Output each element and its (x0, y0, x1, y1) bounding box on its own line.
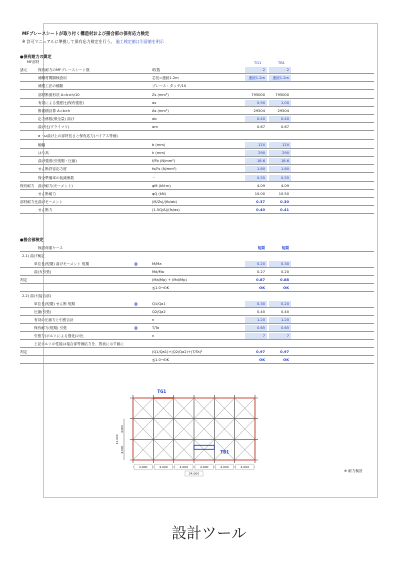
table-row (20, 116, 374, 123)
value-tb1: 0.20 (269, 301, 291, 307)
footnote-mark: ※ (344, 469, 348, 473)
table-row (20, 92, 374, 99)
value-tg1: 0.87 (256, 278, 265, 282)
row-label: 有効の圧縮力と引張合計 (34, 318, 74, 322)
table-row (20, 317, 374, 324)
value-tb1: 0.20 (280, 270, 289, 274)
row-symbol: ブレース・タッチ/10 (152, 84, 187, 89)
column-header-tb1: TB1 (278, 61, 285, 65)
table-row (20, 245, 374, 252)
row-label: α・ω曲げ上の部材長さと保有応力(バイアス等価) (38, 133, 118, 138)
table-row (20, 150, 374, 157)
value-tg1 (245, 341, 267, 347)
note-text: ※ 許可マニュアルに準拠して保有応力検定を行う。 (22, 39, 115, 44)
table-row (20, 269, 374, 276)
table-row (20, 341, 374, 348)
row-symbol: n (152, 318, 155, 322)
row-label: 曲げモーメント (38, 200, 63, 205)
value-tb1 (269, 133, 291, 139)
row-label: 曲げ強度(引張側・圧縮) (38, 159, 77, 164)
value-tg1: 120 (245, 142, 267, 148)
row-symbol: ≦1.0→OK (152, 358, 169, 362)
frame-labels (115, 389, 254, 476)
value-tb1: 短期 (281, 246, 289, 250)
table-row (20, 191, 374, 198)
value-tb1: 0.41 (280, 208, 289, 213)
section2-heading: ●接合部検定 (20, 237, 44, 242)
value-tb1: 10.50 (278, 192, 289, 196)
row-label: 部材断面形状 A=b×h/10 (38, 92, 80, 97)
value-tg1: 0.97 (256, 350, 265, 354)
value-tg1: OK (259, 286, 265, 290)
value-tg1: 0.55 (245, 175, 267, 181)
table-row (20, 83, 374, 90)
table-row (20, 357, 374, 364)
bay-dimension-label: 4,000 (179, 465, 189, 470)
tg1-label: TG1 (157, 389, 167, 394)
table-row (20, 325, 374, 332)
value-tg1: 0.90 (245, 100, 267, 106)
table-row (20, 108, 374, 115)
table-row (20, 133, 374, 140)
row-group: 判定 (20, 278, 28, 282)
value-tg1 (245, 83, 267, 89)
row-group: 諸元 (20, 68, 28, 72)
row-label: 単位長(短期) 曲げモーメント 短期 (34, 262, 90, 266)
row-symbol: T/Ta (152, 326, 160, 330)
row-label: 補強工法の種類 (38, 84, 64, 89)
row-symbol: φQ (kN) (152, 192, 166, 196)
row-symbol: Md/Ma (152, 270, 164, 274)
document-title: MFブレースシートが取り付く構造材および接合部の保有応力検定 (22, 32, 150, 37)
row-symbol: Q2/Qa2 (152, 310, 166, 314)
row-symbol: Zs (mm³) (152, 92, 169, 97)
footnote-text: 耐力検討 (348, 469, 363, 473)
row-symbol: b (mm) (152, 142, 166, 147)
row-symbol: M/Ma (152, 262, 162, 266)
row-label: 単位長(短期) せん断 短期 (34, 302, 76, 306)
value-tb1: 290 (269, 150, 291, 156)
value-tg1: 0.40 (245, 116, 267, 122)
row-group: 部材耐力比 (20, 200, 38, 205)
table-row (20, 175, 374, 182)
sub2-heading: 2.2) 曲げ(接合部) (22, 294, 52, 298)
value-tg1: 7 (245, 333, 267, 339)
row-label: せん断耐力 (38, 192, 56, 196)
value-tb1: 795000 (275, 92, 289, 97)
footer-caption: 設計ツール (171, 524, 247, 542)
row-label: 保全準備率の低減係数 (38, 175, 74, 180)
row-label: 上記ボルトの性能は接合部等価応力を、図表に示す値に (34, 342, 124, 346)
value-tb1: 0.65 (269, 325, 291, 331)
footnote (344, 470, 363, 474)
bay-dimension-label: 4,000 (240, 465, 250, 470)
value-tg1: 0.27 (256, 270, 265, 274)
value-tb1: 0.55 (269, 175, 291, 181)
value-tg1: 0.40 (256, 310, 265, 314)
row-label: はり高 (38, 151, 49, 155)
value-tb1: 29504 (277, 109, 289, 113)
row-label: 曲げ耐力(モーメント) (38, 183, 73, 188)
table-row (20, 349, 374, 356)
value-tg1: 0.65 (245, 325, 267, 331)
row-label: 保有耐力(短期) 引張 (34, 326, 67, 330)
bay-dimension-label: 4,000 (159, 465, 168, 470)
table-row (20, 277, 374, 284)
row-symbol: As (mm²) (152, 109, 169, 113)
bay-dimension-label: 4,000 (138, 465, 148, 470)
row-symbol: 芯長=連続1.2m (152, 76, 179, 81)
row-symbol: (Q1/Qa1)+(Q2/Qa2)+(T/Ta)² (152, 350, 203, 354)
value-tg1: OK (259, 358, 265, 362)
table-row (20, 183, 374, 190)
value-tg1: 0.40 (256, 208, 265, 213)
value-tb1: 0.40 (280, 310, 289, 314)
column-header-tg1: TG1 (254, 61, 262, 65)
value-tg1: 0.67 (256, 125, 265, 130)
row-symbol: αb (152, 117, 157, 122)
row-group: 保有耐力 (20, 183, 35, 188)
row-label: 曲げ(引張) (34, 270, 52, 274)
value-tg1: 4.09 (256, 183, 265, 188)
value-tb1: 1.00 (269, 100, 291, 106)
table-row (20, 309, 374, 316)
table-row (20, 75, 374, 82)
table-row (20, 301, 374, 308)
table-row (20, 207, 374, 214)
total-dimension-label: 24,000 (188, 471, 200, 476)
table-row (20, 333, 374, 340)
value-tb1: 0.40 (269, 116, 291, 122)
height-dimension-label: 4,000 (120, 445, 124, 454)
row-symbol: (M/Zs)/(fb/αb) (152, 200, 177, 205)
row-label: 応力係数(保全量) 曲げ (38, 117, 75, 122)
value-tg1: 795000 (251, 92, 265, 97)
value-tb1: 連続1.2m (269, 75, 291, 81)
note-highlight: 施工検定値は引留値を明示 (115, 39, 164, 44)
value-tb1: OK (283, 358, 289, 362)
value-tg1: 290 (245, 150, 267, 156)
document-note (22, 40, 164, 44)
row-label: 幅幅 (38, 142, 46, 147)
value-tb1: 4.09 (280, 183, 289, 188)
value-tb1 (269, 341, 291, 347)
section1-heading: ●保有耐力の算定 (20, 54, 52, 59)
row-symbol: φM (kN·m) (152, 183, 171, 188)
value-tb1: 0.88 (280, 278, 289, 282)
value-tb1: 7 (269, 333, 291, 339)
table-row (20, 158, 374, 165)
table-row (20, 124, 374, 131)
value-tb1: 0.97 (280, 350, 289, 354)
height-total-label: 12,000 (115, 434, 119, 445)
row-symbol: ≦1.0→OK (152, 286, 169, 290)
row-symbol: i枚数 (152, 68, 161, 72)
value-tb1: 0.67 (280, 125, 289, 130)
row-mark: ※ (134, 325, 138, 331)
row-label: 引張力(ボルトによる強化)の比 (34, 334, 84, 338)
row-label: せん断力 (38, 208, 53, 213)
table-row (20, 199, 374, 206)
value-tb1: 1.60 (269, 166, 291, 172)
table-row (20, 166, 374, 173)
row-symbol: (Ma/Mp) + (Md/Mp) (152, 278, 187, 282)
value-tb1: 120 (269, 142, 291, 148)
row-symbol: n (152, 334, 155, 338)
row-symbol: h (mm) (152, 151, 166, 155)
bay-dimension-label: 4,000 (199, 465, 209, 470)
value-tg1: 短期 (257, 246, 265, 250)
value-tg1: 連続1.2m (245, 75, 267, 81)
row-group: 判定 (20, 350, 28, 354)
row-label: 検討荷重ケース (38, 246, 63, 250)
value-tb1: 18.6 (269, 158, 291, 164)
bay-dimension-label: 4,000 (220, 465, 229, 470)
value-tb1: OK (283, 286, 289, 290)
value-tg1: 0.30 (245, 301, 267, 307)
row-symbol: αm (152, 125, 158, 130)
tb1-member (194, 445, 214, 449)
value-tg1: 0.20 (245, 261, 267, 267)
value-tb1 (269, 83, 291, 89)
row-label: 断面積計算 A=b×h (38, 109, 71, 113)
row-mark: ※ (134, 261, 138, 267)
value-tg1: 1.60 (245, 166, 267, 172)
row-label: 圧縮(引張) (34, 310, 52, 314)
value-tg1: 10.00 (254, 192, 265, 196)
row-label: 保有耐力のMFブレースシート数 (38, 68, 90, 72)
value-tb1: 0.30 (280, 200, 289, 205)
tb1-label: TB1 (220, 449, 229, 455)
row-symbol: － (152, 175, 156, 180)
table-row (20, 67, 374, 74)
table-row (20, 261, 374, 268)
value-tb1: 1.20 (269, 317, 291, 323)
value-tg1: 2 (245, 67, 267, 73)
row-symbol: Q1/Qa1 (152, 302, 166, 306)
table-row (20, 142, 374, 149)
table-row (20, 100, 374, 107)
row-symbol: f/Fb (N/mm²) (152, 159, 176, 164)
value-tg1: 1.20 (245, 317, 267, 323)
value-tg1: 0.37 (256, 200, 265, 205)
row-mark: ※ (134, 301, 138, 307)
row-symbol: (1.5Q/A)/(fs/αs) (152, 208, 180, 213)
table-row (20, 285, 374, 292)
value-tb1: 2 (269, 67, 291, 73)
value-tg1: 18.6 (245, 158, 267, 164)
height-dimension-label: 4,000 (120, 424, 124, 434)
section1-sub: MF部材 (27, 60, 40, 64)
row-label: 補剛材間隔検査用 (38, 76, 67, 81)
row-label: 曲げ比(プライマリ) (38, 125, 70, 130)
frame-diagram (113, 384, 267, 484)
row-label: 有効による強度比(保有強度) (38, 100, 84, 105)
row-label: せん断許容応力度 (38, 167, 67, 172)
value-tb1: 0.30 (269, 261, 291, 267)
sub1-heading: 2.1) 曲げ検定 (22, 254, 45, 258)
row-symbol: αs (152, 100, 157, 105)
value-tg1 (245, 133, 267, 139)
row-symbol: fs/Fs (N/mm²) (152, 167, 177, 172)
value-tg1: 29504 (253, 109, 265, 113)
